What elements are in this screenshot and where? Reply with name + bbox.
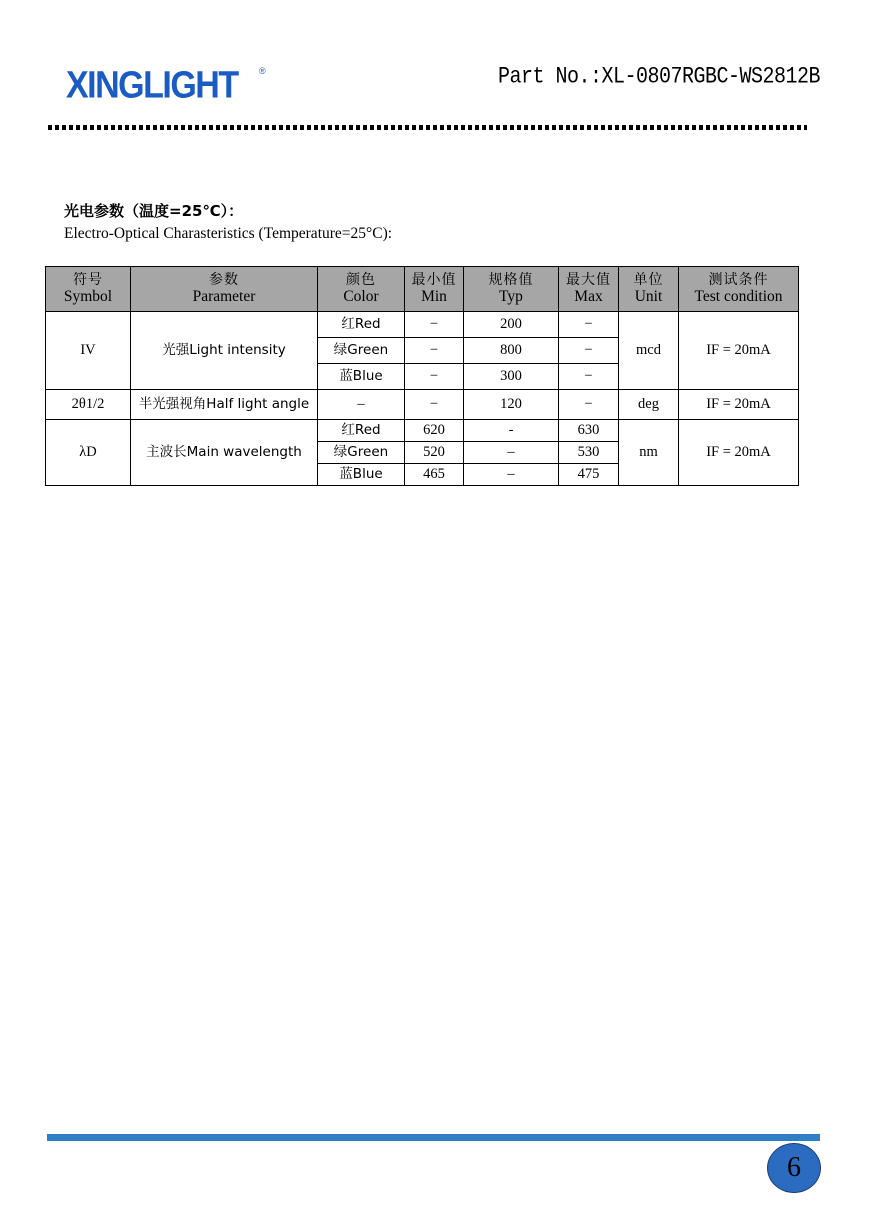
- page-number: 6: [787, 1152, 801, 1183]
- cell-typ: 800: [464, 338, 559, 364]
- cell-color: –: [318, 390, 405, 420]
- cell-typ: –: [464, 464, 559, 486]
- header-color: 颜色 Color: [318, 267, 405, 312]
- cell-parameter: 主波长Main wavelength: [131, 420, 318, 486]
- cell-color: 蓝Blue: [318, 364, 405, 390]
- company-logo: XINGLIGHT: [66, 64, 238, 107]
- table-row: [46, 420, 799, 442]
- header-typ: 规格值 Typ: [464, 267, 559, 312]
- cell-min: 620: [405, 420, 464, 442]
- header-symbol: 符号 Symbol: [46, 267, 131, 312]
- cell-typ: 300: [464, 364, 559, 390]
- cell-min: −: [405, 338, 464, 364]
- cell-symbol: IV: [46, 312, 131, 390]
- cell-condition: IF = 20mA: [679, 420, 799, 486]
- cell-parameter: 光强Light intensity: [131, 312, 318, 390]
- cell-min: −: [405, 390, 464, 420]
- cell-typ: 120: [464, 390, 559, 420]
- cell-typ: -: [464, 420, 559, 442]
- electro-optical-table: [45, 266, 799, 486]
- cell-color: 绿Green: [318, 338, 405, 364]
- table-header-row: [46, 267, 799, 312]
- cell-max: −: [559, 338, 619, 364]
- cell-max: −: [559, 364, 619, 390]
- header-min: 最小值 Min: [405, 267, 464, 312]
- cell-max: 630: [559, 420, 619, 442]
- cell-color: 绿Green: [318, 442, 405, 464]
- cell-color: 红Red: [318, 420, 405, 442]
- cell-max: 530: [559, 442, 619, 464]
- section-title-en: Electro-Optical Charasteristics (Temperature=25°C):: [64, 225, 393, 242]
- dotted-divider: [48, 125, 807, 130]
- cell-max: −: [559, 390, 619, 420]
- cell-symbol: λD: [46, 420, 131, 486]
- cell-max: 475: [559, 464, 619, 486]
- part-number: Part No.:XL-0807RGBC-WS2812B: [497, 64, 820, 91]
- cell-unit: mcd: [619, 312, 679, 390]
- cell-condition: IF = 20mA: [679, 312, 799, 390]
- header-test-condition: 测试条件 Test condition: [679, 267, 799, 312]
- cell-min: −: [405, 364, 464, 390]
- cell-unit: deg: [619, 390, 679, 420]
- cell-min: 520: [405, 442, 464, 464]
- cell-parameter: 半光强视角Half light angle: [131, 390, 318, 420]
- header-max: 最大值 Max: [559, 267, 619, 312]
- cell-min: −: [405, 312, 464, 338]
- section-title-cn: 光电参数（温度=25℃）：: [64, 202, 244, 220]
- header-unit: 单位 Unit: [619, 267, 679, 312]
- registered-mark: ®: [259, 66, 266, 76]
- cell-color: 蓝Blue: [318, 464, 405, 486]
- table-row: [46, 312, 799, 338]
- cell-max: −: [559, 312, 619, 338]
- cell-color: 红Red: [318, 312, 405, 338]
- cell-symbol: 2θ1/2: [46, 390, 131, 420]
- cell-typ: –: [464, 442, 559, 464]
- table-row: [46, 390, 799, 420]
- cell-unit: nm: [619, 420, 679, 486]
- header-parameter: 参数 Parameter: [131, 267, 318, 312]
- cell-condition: IF = 20mA: [679, 390, 799, 420]
- page-number-badge: [767, 1143, 821, 1193]
- cell-min: 465: [405, 464, 464, 486]
- cell-typ: 200: [464, 312, 559, 338]
- footer-divider: [47, 1134, 820, 1141]
